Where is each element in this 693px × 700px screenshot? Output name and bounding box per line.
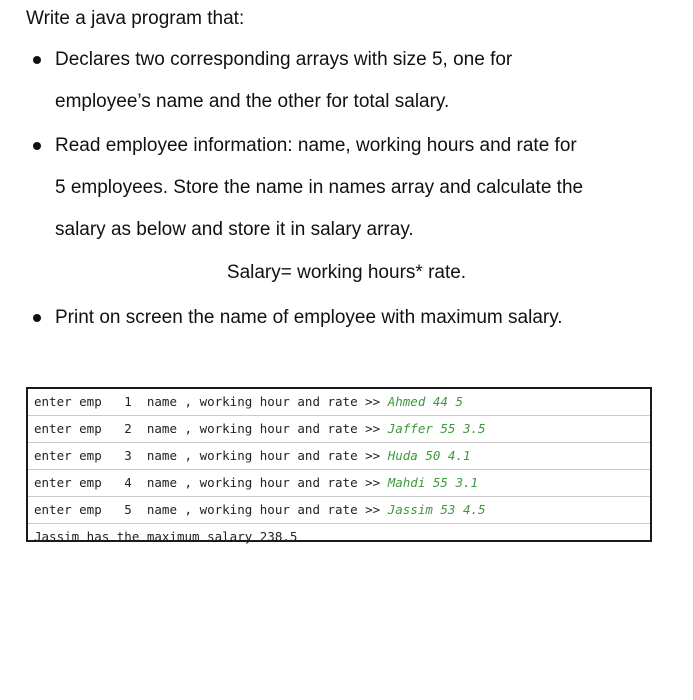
console-output (26, 387, 652, 542)
bullet-dot-2 (33, 142, 41, 150)
bullet-1-line-2: employee’s name and the other for total salary. (55, 91, 450, 112)
bullet-text-3 (55, 297, 660, 339)
console-user-input: Jassim 53 4.5 (387, 502, 486, 517)
console-row (28, 497, 650, 524)
console-user-input: Mahdi 55 3.1 (387, 475, 479, 490)
bullet-1-line-1: Declares two corresponding arrays with size 5, one for (55, 49, 513, 70)
bullet-text-2 (55, 125, 660, 251)
bullet-2-line-3: salary as below and store it in salary array. (55, 219, 414, 240)
console-prompt: enter emp 3 name , working hour and rate >> (34, 448, 388, 463)
console-prompt: enter emp 4 name , working hour and rate >> (34, 475, 388, 490)
bullet-dot-1 (33, 56, 41, 64)
console-prompt: enter emp 2 name , working hour and rate >> (34, 421, 388, 436)
console-result: Jassim has the maximum salary 238.5 (34, 529, 298, 544)
task-heading: Write a java program that: (26, 8, 245, 29)
bullet-dot-3 (33, 314, 41, 322)
bullet-3-line-1: Print on screen the name of employee with maximum salary. (55, 307, 563, 328)
console-row (28, 470, 650, 497)
console-user-input: Ahmed 44 5 (387, 394, 463, 409)
console-prompt: enter emp 5 name , working hour and rate >> (34, 502, 388, 517)
console-prompt: enter emp 1 name , working hour and rate >> (34, 394, 388, 409)
console-row (28, 443, 650, 470)
bullet-2-line-1: Read employee information: name, working hours and rate for (55, 135, 577, 156)
bullet-text-1 (55, 39, 660, 123)
console-user-input: Jaffer 55 3.5 (387, 421, 486, 436)
console-row (28, 416, 650, 443)
salary-formula: Salary= working hours* rate. (226, 262, 467, 283)
console-row (28, 389, 650, 416)
bullet-2-line-2: 5 employees. Store the name in names array and calculate the (55, 177, 584, 198)
console-user-input: Huda 50 4.1 (387, 448, 471, 463)
